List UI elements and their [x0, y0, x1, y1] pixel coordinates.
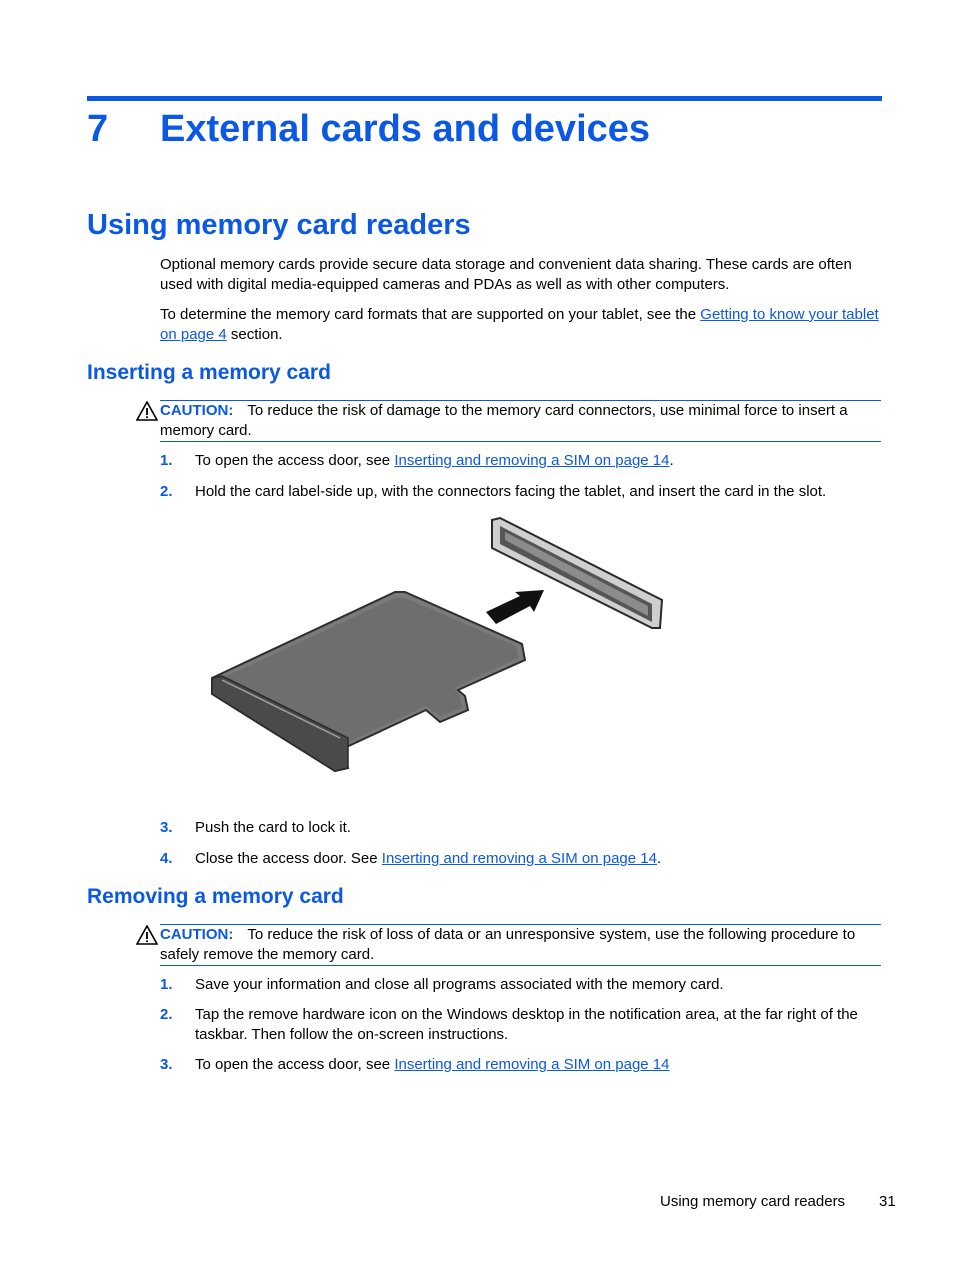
caution-text: To reduce the risk of damage to the memory card connectors, use minimal force to insert a memory card. — [160, 402, 848, 439]
sim-page-link[interactable]: Inserting and removing a SIM on page 14 — [394, 1056, 670, 1073]
chapter-number: 7 — [87, 108, 109, 150]
chapter-title: External cards and devices — [160, 108, 651, 150]
step-number: 1. — [160, 452, 173, 469]
caution-text: To reduce the risk of loss of data or an unresponsive system, use the following procedure to safely remove the memory card. — [160, 926, 856, 963]
removing-step-3 — [160, 1055, 882, 1075]
chapter-rule — [87, 96, 882, 101]
caution-label: CAUTION: — [160, 926, 234, 943]
sim-page-link[interactable]: Inserting and removing a SIM on page 14 — [381, 850, 657, 867]
inserting-caution — [160, 400, 881, 442]
step-text: To open the access door, see — [195, 1056, 395, 1073]
removing-heading: Removing a memory card — [87, 885, 344, 908]
intro-paragraph-2 — [160, 305, 882, 344]
getting-to-know-link[interactable]: Getting to know your tablet on page 4 — [160, 306, 879, 343]
step-text: Close the access door. See — [195, 850, 382, 867]
inserting-heading: Inserting a memory card — [87, 361, 331, 384]
step-text-end: . — [669, 452, 674, 469]
caution-label: CAUTION: — [160, 402, 234, 419]
step-text: Tap the remove hardware icon on the Windows desktop in the notification area, at the far right of the taskbar. Then follow the on-screen instructions. — [195, 1006, 858, 1043]
footer-page-number: 31 — [879, 1193, 896, 1210]
step-number: 2. — [160, 1006, 173, 1023]
step-text: Push the card to lock it. — [195, 819, 351, 836]
step-text-end: . — [656, 850, 662, 867]
step-number: 2. — [160, 483, 173, 500]
step-text: Hold the card label-side up, with the connectors facing the tablet, and insert the card in the slot. — [195, 483, 827, 500]
footer-section-name: Using memory card readers — [660, 1193, 846, 1210]
warning-triangle-icon — [136, 925, 158, 945]
inserting-step-3 — [160, 818, 882, 838]
inserting-step-1 — [160, 451, 882, 471]
removing-step-1 — [160, 975, 882, 995]
removing-caution — [160, 924, 881, 966]
removing-step-2 — [160, 1005, 882, 1044]
sim-page-link[interactable]: Inserting and removing a SIM on page 14 — [394, 452, 670, 469]
step-text: Save your information and close all programs associated with the memory card. — [195, 976, 724, 993]
step-number: 3. — [160, 1056, 173, 1073]
step-number: 3. — [160, 819, 173, 836]
step-text: To open the access door, see — [195, 452, 395, 469]
inserting-step-2 — [160, 482, 882, 502]
memory-card-insertion-illustration — [200, 512, 670, 782]
step-number: 4. — [160, 850, 173, 867]
intro-paragraph-1: Optional memory cards provide secure data storage and convenient data sharing. These cards are often used with digital media-equipped cameras and PDAs as well as with other computers. — [160, 256, 852, 293]
step-number: 1. — [160, 976, 173, 993]
intro-p2-before: To determine the memory card formats that are supported on your tablet, see the — [160, 306, 701, 323]
inserting-step-4 — [160, 849, 882, 869]
warning-triangle-icon — [136, 401, 158, 421]
section-title: Using memory card readers — [87, 209, 471, 241]
intro-p2-after: section. — [226, 325, 283, 343]
